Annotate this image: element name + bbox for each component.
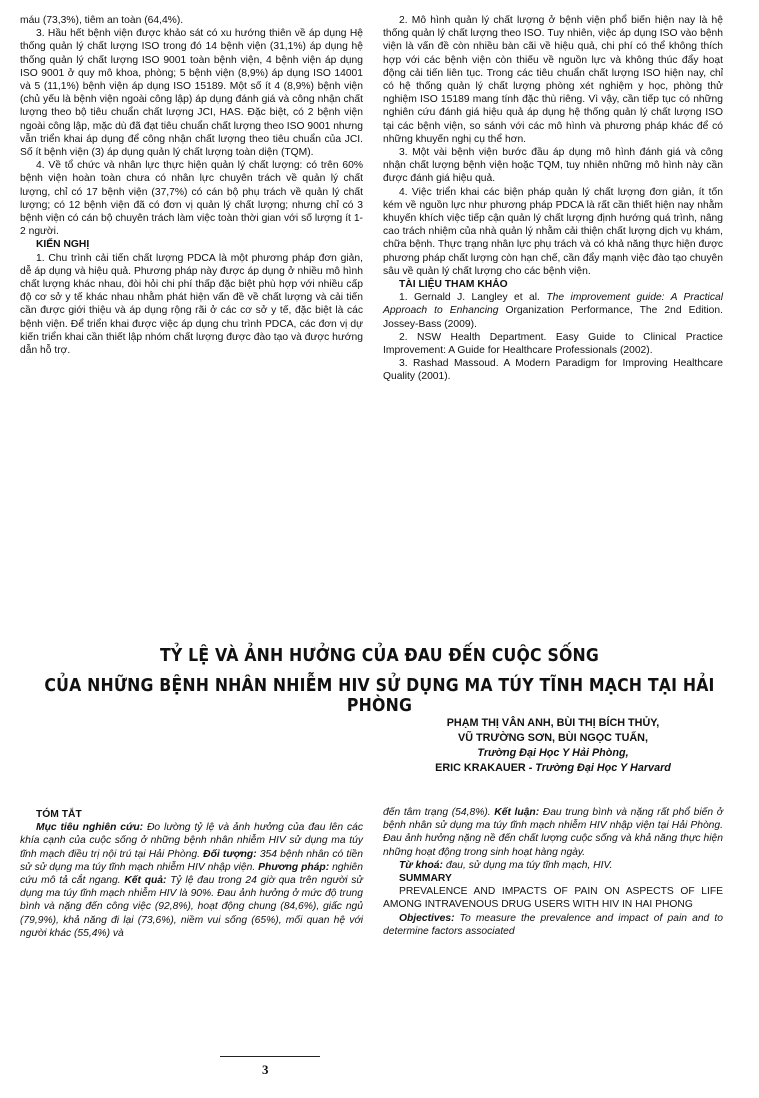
label: Kết quả: <box>124 875 167 887</box>
english-title: PREVALENCE AND IMPACTS OF PAIN ON ASPECTS OF LIFE AMONG INTRAVENOUS DRUG USERS WITH HIV IN HAI PHONG <box>383 886 723 911</box>
label: Từ khoá: <box>399 859 443 871</box>
text: nghiên cứu mô tả cắt ngang. <box>20 861 363 887</box>
abstract-paragraph <box>383 806 723 859</box>
references-heading: TÀI LIỆU THAM KHẢO <box>399 279 508 291</box>
reference-item: 2. NSW Health Department. Easy Guide to Clinical Practice Improvement: A Guide for Healthcare Professionals (2002). <box>383 331 723 357</box>
ref-author: 1. Gernald J. Langley et al. <box>399 292 540 304</box>
paragraph: 4. Việc triển khai các biện pháp quản lý chất lượng đơn giản, ít tốn kém về nguồn lực như phương pháp PDCA là rất cần thiết hiện nay nhằm khuyến khích việc tiếp cận quản lý chất lượng định hướng quá trình, nâng cao trách nhiệm của nhà quản lý nhằm cải thiện chất lượng dịch vụ khám, chữa bệnh. Thực trạng nhân lực phụ trách và có khả năng thực hiện được phương pháp chất lượng còn hạn chế, cần đẩy mạnh việc đào tạo chuyên sâu về quản lý chất lượng cho các bệnh viện. <box>383 186 723 277</box>
ref-title: The improvement guide: A Practical Approach to Enhancing <box>383 292 723 317</box>
text: đau, sử dụng ma túy tĩnh mạch, HIV. <box>445 859 613 871</box>
label: Kết luận: <box>494 807 540 818</box>
author-line <box>383 761 723 776</box>
article-title-line1: TỶ LỆ VÀ ẢNH HƯỞNG CỦA ĐAU ĐẾN CUỘC SỐNG <box>159 646 600 666</box>
text: Tỷ lệ đau trong 24 giờ qua trên người sử dụng ma túy tĩnh mạch nhiễm HIV là 90%. Đau ảnh hưởng ở mức độ trung bình và nặng đến công việc (92,8%), hoạt động chung (84,6%), giấc ngủ (79,9%), khả năng đi lại (73,6%), niềm vui sống (65%), mối quan hệ với người khác (55,4%) và <box>20 875 363 939</box>
paragraph: 4. Về tổ chức và nhân lực thực hiện quản lý chất lượng: có trên 60% bệnh viện hoàn toàn chưa có nhân lực chuyên trách về quản lý chất lượng, chỉ có 17 bệnh viện (37,7%) có cán bộ phụ trách về quản lý chất lượng; có 12 bệnh viện đã có đơn vị quản lý chất lượng; nhưng chỉ có 3 bệnh viện có cán bộ chuyên trách làm việc toàn thời gian với số lượng ít 1-2 người. <box>20 160 363 238</box>
ref-rest: Organization Performance, The 2nd Edition. Jossey-Bass (2009). <box>383 305 723 330</box>
text: 354 bệnh nhân có tiền sử sử dụng ma túy tĩnh mạch nhiễm HIV nhập viện. <box>20 848 363 873</box>
author-name: ERIC KRAKAUER <box>435 762 526 774</box>
abstract-right-column <box>383 806 723 938</box>
label: Phương pháp: <box>258 861 330 873</box>
abstract-paragraph <box>383 912 723 938</box>
label: Objectives: <box>399 912 455 924</box>
text: Đau trung bình và nặng rất phổ biến ở bệnh nhân sử dụng ma túy tĩnh mạch nhiễm HIV nhập viện tại Hải Phòng. Đau ảnh hưởng nặng nề đến chất lượng cuộc sống và khả năng thực hiện những hoạt động trong sinh hoạt hàng ngày. <box>383 807 723 858</box>
author-block <box>383 716 723 776</box>
article-title-line2: CỦA NHỮNG BỆNH NHÂN NHIỄM HIV SỬ DỤNG MA TÚY TĨNH MẠCH TẠI HẢI PHÒNG <box>44 676 715 716</box>
label: Mục tiêu nghiên cứu: <box>36 822 144 834</box>
abstract-left-column <box>20 808 363 940</box>
paragraph: 2. Mô hình quản lý chất lượng ở bệnh viện phổ biến hiện nay là hệ thống quản lý chất lượng theo ISO. Tuy nhiên, việc áp dụng ISO vào bệnh viện là vấn đề còn nhiều bàn cãi về hiệu quả, chi phí có thể không thích hợp với các bệnh viện còn thiếu về nguồn lực và không thúc đẩy hoạt động cải tiến liên tục. Trong các tiêu chuẩn chất lượng ISO hiện nay, chỉ có hệ thống quản lý chất lượng phòng xét nghiệm y học, phòng thử nghiệm ISO 15189 mang tính đặc thù riêng. Vì vậy, cần tiếp tục có những nghiên cứu đánh giá hiệu quả áp dụng hệ thống quản lý chất lượng ISO tại các bệnh viện, so sánh với các mô hình và phương pháp khác để có những khuyến nghị cụ thể hơn. <box>383 15 723 145</box>
keywords <box>383 859 723 872</box>
summary-heading: SUMMARY <box>399 873 452 885</box>
label: Đối tượng: <box>203 848 257 860</box>
paragraph: máu (73,3%), tiêm an toàn (64,4%). <box>20 15 184 26</box>
affiliation: Trường Đại Học Y Hải Phòng, <box>477 747 629 759</box>
text: Đo lường tỷ lệ và ảnh hưởng của đau lên các khía cạnh của cuộc sống ở những bệnh nhân nhiễm HIV sử dụng ma túy tĩnh mạch điều trị nội trú tại Hải Phòng. <box>20 822 363 860</box>
paragraph: 3. Một vài bệnh viện bước đầu áp dụng mô hình đánh giá và công nhận chất lượng bệnh viện hoặc TQM, tuy nhiên những mô hình này cần được đánh giá hiệu quả. <box>383 147 723 185</box>
left-column-top <box>20 14 363 357</box>
text: đến tâm trạng (54,8%). <box>383 807 491 818</box>
reference-item: 3. Rashad Massoud. A Modern Paradigm for Improving Healthcare Quality (2001). <box>383 358 723 383</box>
affiliation: - Trường Đại Học Y Harvard <box>528 762 671 774</box>
page-number: 3 <box>262 1062 269 1077</box>
text: To measure the prevalence and impact of pain and to determine factors associated <box>383 912 723 937</box>
author-line: VŨ TRƯỜNG SƠN, BÙI NGỌC TUẤN, <box>458 732 648 744</box>
abstract-paragraph <box>20 821 363 940</box>
paragraph: 1. Chu trình cải tiến chất lượng PDCA là một phương pháp đơn giản, dễ áp dụng và hiệu quả. Phương pháp này được áp dụng ở nhiều mô hình chất lượng khác nhau, đòi hỏi chi phí thấp đặc biệt phù hợp với nhiều cấp độ cơ sở y tế khác nhau nhằm phát hiện vấn đề về chất lượng và cải tiến cần được giới thiệu và áp dụng rộng rãi ở các cơ sở y tế, đặc biệt là các bệnh viện. Để triển khai được việc áp dụng chu trình PDCA, các đơn vị dự kiến triển khai cần thiết lập nhóm chất lượng được đào tạo và được hướng dẫn hỗ trợ. <box>20 252 363 357</box>
footer-rule <box>220 1056 320 1057</box>
reference-item <box>383 291 723 331</box>
author-line: PHẠM THỊ VÂN ANH, BÙI THỊ BÍCH THỦY, <box>446 717 660 729</box>
section-heading: KIẾN NGHỊ <box>36 239 90 251</box>
right-column-top <box>383 14 723 384</box>
abstract-heading: TÓM TẮT <box>36 809 82 820</box>
paragraph: 3. Hầu hết bệnh viện được khảo sát có xu hướng thiên về áp dụng Hệ thống quản lý chất lượng ISO trong đó 14 bệnh viện (31,1%) áp dụng hệ thống quản lý chất lượng ISO 9001 toàn bệnh viện, 4 bệnh viện áp dụng ISO 9001 ở quy mô khoa, phòng; 5 bệnh viện (8,9%) áp dụng ISO 14001 và 5 (11,1%) bệnh viện áp dụng ISO 15189. Một số ít 4 (8,9%) bệnh viện (chủ yếu là bệnh viện ngoài công lập) áp dụng đánh giá và công nhận chất lượng theo bộ tiêu chuẩn chất lượng JCI, HAS. Đặc biệt, có 2 bệnh viện ngoài công lập, mặc dù đã đạt tiêu chuẩn chất lượng theo ISO 9001 nhưng vẫn triển khai áp dụng để công nhận chất lượng theo tiêu chuẩn của JCI. Số ít bệnh viện (3) áp dụng quản lý chất lượng toàn diện (TQM). <box>20 28 363 159</box>
